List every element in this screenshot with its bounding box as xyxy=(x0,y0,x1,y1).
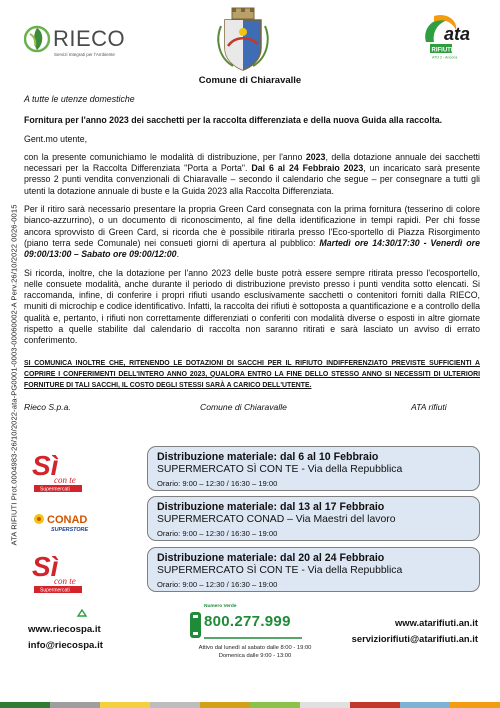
p1-year: 2023 xyxy=(305,151,326,162)
recycle-icon xyxy=(75,609,89,621)
event-place: SUPERMERCATO CONAD – Via Maestri del lavoro xyxy=(157,513,396,525)
phone-hours-weekday: Attivo dal lunedì al sabato dalle 8:00 - 19:00 xyxy=(198,645,312,651)
distribution-calendar xyxy=(24,446,480,594)
si-con-te-logo xyxy=(28,449,88,493)
p2-text: Per il ritiro sarà necessario presentare la propria Green Card consegnata con la prima fornitura (tesserino di colore bianco-azzurrino), o un documento di riconoscimento, al fine della identificazione in tempi rapidi. Per chi fosse ancora sprovvisto di Green Card, si ricorda che è possibile ritirarla presso l'Eco-sportello di Piazza Risorgimento (piano terra sede Comunale) nei consueti giorni di apertura al pubblico: xyxy=(24,204,480,248)
signature-rieco: Rieco S.p.a. xyxy=(24,402,71,413)
letterhead xyxy=(0,0,500,92)
footer-ata-contacts xyxy=(352,615,478,647)
con-te-word: con te xyxy=(54,576,76,586)
p2-opening-hours: Martedì ore 14:30/17:30 - Venerdì ore 09:00/13:00 – Sabato ore 09:00/12:00 xyxy=(24,237,480,260)
paragraph-reminder: Si ricorda, inoltre, che la dotazione per l'anno 2023 delle buste potrà essere sempre ritirata presso l'ecosportello, nelle consuete modalità, anche durante il periodo di distribuzione previsto presso i punti vendita sotto elencati. Si raccomanda, infine, di conferire i propri rifiuti usando esclusivamente sacchetti o contenitori forniti dalla RIECO, muniti di microchip e codice identificativo. Infatti, la raccolta dei rifiuti è sottoposta a quantificazione e a controllo della qualità e, pertanto, i rifiuti non correttamente differenziati o conferiti con modalità diverse o esposti in altre giornate rispetto a quelle stabilite dal calendario di raccolta non saranno ritirati e sarà lasciato un avviso di errato conferimento. xyxy=(24,267,480,346)
addressee: A tutte le utenze domestiche xyxy=(24,94,135,104)
phone-hours xyxy=(170,644,340,660)
event-title: Distribuzione materiale: dal 20 al 24 Febbraio xyxy=(157,552,385,564)
toll-free-number[interactable]: 800.277.999 xyxy=(204,613,291,630)
rieco-email-link[interactable]: info@riecospa.it xyxy=(28,640,103,651)
color-band-segment xyxy=(0,702,50,708)
si-con-te-logo xyxy=(28,550,88,594)
p1-text-a: con la presente comunichiamo le modalità di distribuzione, per l'anno xyxy=(24,151,306,162)
ata-rifiuti-logo xyxy=(420,14,478,60)
event-card xyxy=(147,446,480,491)
color-band-segment xyxy=(200,702,250,708)
ata-website-link[interactable]: www.atarifiuti.an.it xyxy=(395,617,478,628)
conad-word: CONAD xyxy=(47,514,88,526)
p1-dates: Dal 6 al 24 Febbraio 2023 xyxy=(251,163,364,174)
signature-ata: ATA rifiuti xyxy=(411,402,447,413)
event-card xyxy=(147,496,480,541)
color-band xyxy=(0,702,500,708)
event-title: Distribuzione materiale: dal 6 al 10 Febbraio xyxy=(157,451,379,463)
color-band-segment xyxy=(250,702,300,708)
salutation: Gent.mo utente, xyxy=(24,133,88,144)
event-title: Distribuzione materiale: dal 13 al 17 Febbraio xyxy=(157,501,385,513)
event-place: SUPERMERCATO SÌ CON TE - Via della Repubblica xyxy=(157,463,403,475)
event-hours: Orario: 9:00 – 12:30 / 16:30 – 19:00 xyxy=(157,479,278,488)
color-band-segment xyxy=(150,702,200,708)
color-band-segment xyxy=(400,702,450,708)
si-sub: Supermercati xyxy=(40,486,70,493)
event-card xyxy=(147,547,480,592)
signatures xyxy=(24,402,480,414)
conad-logo xyxy=(32,511,108,533)
rieco-name: RIECO xyxy=(53,26,126,51)
ata-region: ATO 2 - Ancona xyxy=(432,55,458,60)
footer xyxy=(0,600,500,708)
color-band-segment xyxy=(350,702,400,708)
rieco-leaf-icon xyxy=(24,24,50,54)
paragraph-green-card xyxy=(24,204,480,260)
color-band-segment xyxy=(300,702,350,708)
color-band-segment xyxy=(450,702,500,708)
footer-rieco-contacts xyxy=(28,622,103,654)
comune-title: Comune di Chiaravalle xyxy=(198,75,302,86)
si-word: Sì xyxy=(32,551,59,582)
si-word: Sì xyxy=(32,450,59,481)
signature-comune: Comune di Chiaravalle xyxy=(200,402,287,413)
protocol-stamp xyxy=(7,140,21,610)
toll-free-label: Numero Verde xyxy=(204,604,237,609)
p1-text-b: , della dotazione annuale dei sacchetti necessari per la Raccolta Differenziata "Porta a Porta". xyxy=(24,151,480,174)
rieco-website-link[interactable]: www.riecospa.it xyxy=(28,624,101,635)
phone-hours-sunday: Domenica dalle 9:00 - 13:00 xyxy=(218,653,292,659)
p1-text-c: , un incaricato sarà presente presso 2 punti vendita convenzionali di Chiaravalle – secondo il calendario che segue – per consegnare a tutti gli utenti la dotazione annuale di buste e la Guida 2023 alla Raccolta Differenziata. xyxy=(24,163,480,196)
si-sub: Supermercati xyxy=(40,587,70,594)
p2-end: . xyxy=(176,249,180,260)
notice-indifferenziato: SI COMUNICA INOLTRE CHE, RITENENDO LE DOTAZIONI DI SACCHI PER IL RIFIUTO INDIFFERENZIATO PREVISTE SUFFICIENTI A COPRIRE I CONFERIMENTI DELL'INTERO ANNO 2023, QUALORA ENTRO LA FINE DELLO STESSO ANNO SI NECESSITI DI ULTERIORI FORNITURE DI TALI SACCHI, IL COSTO DEGLI STESSI SARÀ A CARICO DELL'UTENTE. xyxy=(24,359,480,390)
event-hours: Orario: 9:00 – 12:30 / 16:30 – 19:00 xyxy=(157,529,278,538)
color-band-segment xyxy=(100,702,150,708)
event-hours: Orario: 9:00 – 12:30 / 16:30 – 19:00 xyxy=(157,580,278,589)
conad-sub: SUPERSTORE xyxy=(51,527,89,533)
ata-name: ata xyxy=(444,24,471,44)
event-place: SUPERMERCATO SÌ CON TE - Via della Repubblica xyxy=(157,564,403,576)
letter-body xyxy=(24,94,480,414)
coat-of-arms-icon xyxy=(213,6,273,72)
subject-line: Fornitura per l'anno 2023 dei sacchetti per la raccolta differenziata e della nuova Guida alla raccolta. xyxy=(24,115,443,126)
ata-email-link[interactable]: serviziorifiuti@atarifiuti.an.it xyxy=(351,633,478,644)
protocol-stamp-text: ATA RIFIUTI Prot.0004983-26/10/2022-ata-PG0001-0003-00060002-A Perv.26/10/2022 0026-0015 xyxy=(9,204,19,546)
paragraph-distribution xyxy=(24,152,480,197)
color-band-segment xyxy=(50,702,100,708)
ata-badge: RIFIUTI xyxy=(431,47,453,54)
rieco-logo xyxy=(24,22,134,62)
con-te-word: con te xyxy=(54,475,76,485)
rieco-tagline: Servizi Integrati per l'Ambiente xyxy=(54,52,115,57)
